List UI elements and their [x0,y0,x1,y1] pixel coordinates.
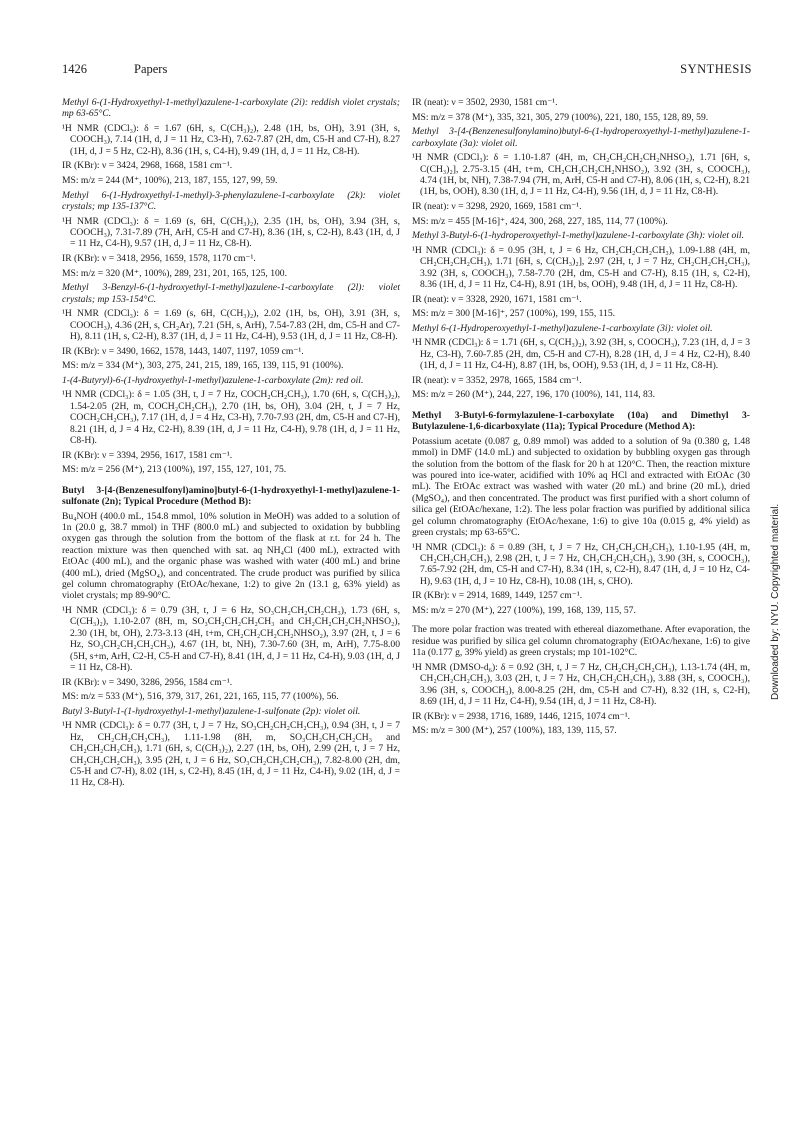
compound-title: Methyl 3-Benzyl-6-(1-hydroxyethyl-1-methyl)azulene-1-carboxylate (2l): violet crystals; mp 153-154°C. [62,282,400,305]
compound-title: Methyl 3-Butyl-6-(1-hydroperoxyethyl-1-methyl)azulene-1-carboxylate (3h): violet oil. [412,230,745,242]
page-number: 1426 [62,62,87,76]
paragraph: ¹H NMR (CDCl₃): δ = 1.05 (3H, t, J = 7 Hz, COCH₂CH₂CH₃), 1.70 (6H, s, C(CH₃)₂), 1.54-2.05 (2H, m, COCH₂CH₂CH₃), 2.70 (1H, bs, OH), 3.04 (2H, t, J = 7 Hz, COCH₂CH₂CH₃), 7.17 (1H, d, J = 4 Hz, C3-H), 7.70-7.93 (2H, dm, C5-H and C7-H), 8.21 (1H, d, J = 4 Hz, C2-H), 8.39 (1H, d, J = 11 Hz, C4-H), 9.78 (1H, d, J = 11 Hz, C8-H). [62,389,400,446]
paragraph: IR (KBr): ν = 3424, 2968, 1668, 1581 cm⁻¹. [62,160,233,172]
paragraph: ¹H NMR (CDCl₃): δ = 1.10-1.87 (4H, m, CH₂CH₂CH₂CH₂NHSO₂), 1.71 [6H, s, C(CH₃)₂], 2.75-3.15 (4H, t+m, CH₂CH₂CH₂CH₂NHSO₂), 3.92 (3H, s, COOCH₃), 4.74 (1H, bt, NH), 7.38-7.94 (7H, m, ArH, C5-H and C7-H), 8.06 (1H, s, C2-H), 8.21 (1H, bs, OOH), 8.30 (1H, d, J = 11 Hz, C4-H), 9.56 (1H, d, J = 11 Hz, C8-H). [412,152,750,198]
paragraph: MS: m/z = 270 (M⁺), 227 (100%), 199, 168, 139, 115, 57. [412,605,636,617]
page-header [62,62,752,82]
paragraph: IR (neat): ν = 3502, 2930, 1581 cm⁻¹. [412,97,558,108]
paragraph: MS: m/z = 533 (M⁺), 516, 379, 317, 261, 221, 165, 115, 77 (100%), 56. [62,691,339,703]
procedure-heading: Methyl 3-Butyl-6-formylazulene-1-carboxylate (10a) and Dimethyl 3-Butylazulene-1,6-dicarboxylate (11a); Typical Procedure (Method A): [412,409,750,433]
paragraph: ¹H NMR (CDCl₃): δ = 0.95 (3H, t, J = 6 Hz, CH₂CH₂CH₂CH₃), 1.09-1.88 (4H, m, CH₂CH₂CH₂CH₃), 1.71 [6H, s, C(CH₃)₂], 2.97 (2H, t, J = 7 Hz, CH₂CH₂CH₂CH₃), 3.92 (3H, s, COOCH₃), 7.58-7.70 (2H, dm, C5-H and C7-H), 8.15 (1H, s, C2-H), 8.36 (1H, d, J = 11 Hz, C4-H), 8.91 (1H, bs, OOH), 9.48 (1H, d, J = 11 Hz, C8-H). [412,244,750,290]
paragraph: ¹H NMR (CDCl₃): δ = 0.77 (3H, t, J = 7 Hz, SO₃CH₂CH₂CH₂CH₃), 0.94 (3H, t, J = 7 Hz, CH₂CH₂CH₂CH₃), 1.11-1.98 (8H, m, SO₃CH₂CH₂CH₂CH₃ and CH₂CH₂CH₂CH₃), 1.71 (6H, s, C(CH₃)₂), 2.27 (1H, bs, OH), 2.99 (2H, t, J = 7 Hz, CH₂CH₂CH₂CH₃), 3.95 (2H, t, J = 6 Hz, SO₃CH₂CH₂CH₂CH₃), 7.82-8.00 (2H, dm, C5-H and C7-H), 8.02 (1H, s, C2-H), 8.45 (1H, d, J = 11 Hz, C4-H), 9.02 (1H, d, J = 11 Hz, C8-H). [62,720,400,789]
compound-title: 1-(4-Butyryl)-6-(1-hydroxyethyl-1-methyl)azulene-1-carboxylate (2m): red oil. [62,374,364,386]
paragraph: ¹H NMR (CDCl₃): δ = 1.67 (6H, s, C(CH₃)₂), 2.48 (1H, bs, OH), 3.91 (3H, s, COOCH₃), 7.14 (1H, d, J = 11 Hz, C3-H), 7.62-7.87 (2H, dm, C5-H and C7-H), 8.27 (1H, d, J = 5 Hz, C2-H), 8.36 (1H, s, C4-H), 9.49 (1H, d, J = 11 Hz, C8-H). [62,123,400,157]
download-notice: Downloaded by: NYU. Copyrighted material. [770,503,781,700]
section-label: Papers [134,62,168,76]
paragraph: ¹H NMR (CDCl₃): δ = 1.69 (s, 6H, C(CH₃)₂), 2.35 (1H, bs, OH), 3.94 (3H, s, COOCH₃), 7.31-7.89 (7H, ArH, C5-H and C7-H), 8.36 (1H, s, C2-H), 8.43 (1H, d, J = 11 Hz, C4-H), 9.57 (1H, d, J = 11 Hz, C8-H). [62,215,400,250]
paragraph: IR (KBr): ν = 2914, 1689, 1449, 1257 cm⁻¹. [412,590,583,602]
procedure-heading: Butyl 3-[4-(Benzenesulfonyl)amino]butyl-6-(1-hydroxyethyl-1-methyl)azulene-1-sulfonate (2n); Typical Procedure (Method B): [62,484,400,507]
paragraph: MS: m/z = 244 (M⁺, 100%), 213, 187, 155, 127, 99, 59. [62,175,278,186]
compound-title: Methyl 6-(1-Hydroxyethyl-1-methyl)-3-phenylazulene-1-carboxylate (2k): violet crystals; mp 135-137°C. [62,189,400,212]
right-column [412,97,750,740]
paragraph: ¹H NMR (CDCl₃): δ = 1.69 (s, 6H, C(CH₃)₂), 2.02 (1H, bs, OH), 3.91 (3H, s, COOCH₃), 4.36 (2H, s, CH₂Ar), 7.21 (5H, s, ArH), 7.54-7.83 (2H, dm, C5-H and C7-H), 8.11 (1H, s, C2-H), 8.37 (1H, d, J = 11 Hz, C4-H), 9.53 (1H, d, J = 11 Hz, C8-H). [62,308,400,342]
compound-title: Butyl 3-Butyl-1-(1-hydroxyethyl-1-methyl)azulene-1-sulfonate (2p): violet oil. [62,705,361,717]
paragraph: MS: m/z = 378 (M⁺), 335, 321, 305, 279 (100%), 221, 180, 155, 128, 89, 59. [412,111,709,123]
paragraph: IR (KBr): ν = 3418, 2956, 1659, 1578, 1170 cm⁻¹. [62,253,256,264]
compound-title: Methyl 3-[4-(Benzenesulfonylamino)butyl-6-(1-hydroperoxyethyl-1-methyl)azulene-1-carboxylate (3a): violet oil. [412,126,750,149]
paragraph: MS: m/z = 256 (M⁺), 213 (100%), 197, 155, 127, 101, 75. [62,464,287,476]
paragraph: IR (KBr): ν = 3490, 3286, 2956, 1584 cm⁻¹. [62,676,233,688]
paragraph: The more polar fraction was treated with ethereal diazomethane. After evaporation, the residue was purified by silica gel column chromatography (EtOAc/hexane, 1:6) to give 11a (0.177 g, 39% yield) as green crystals; mp 101-102°C. [412,624,750,659]
paragraph: MS: m/z = 300 [M-16]⁺, 257 (100%), 199, 155, 115. [412,308,616,320]
paragraph: IR (neat): ν = 3328, 2920, 1671, 1581 cm⁻¹. [412,293,582,305]
paragraph: IR (neat): ν = 3352, 2978, 1665, 1584 cm⁻¹. [412,374,582,386]
journal-name: SYNTHESIS [680,62,752,76]
paragraph: IR (KBr): ν = 3394, 2956, 1617, 1581 cm⁻¹. [62,449,233,461]
paragraph: ¹H NMR (CDCl₃): δ = 1.71 (6H, s, C(CH₃)₂), 3.92 (3H, s, COOCH₃), 7.23 (1H, d, J = 3 Hz, C3-H), 7.60-7.85 (2H, dm, C5-H and C7-H), 8.28 (1H, d, J = 4 Hz, C2-H), 8.40 (1H, d, J = 11 Hz, C4-H), 8.87 (1H, bs, OOH), 9.53 (1H, d, J = 11 Hz, C8-H). [412,337,750,372]
paragraph: IR (KBr): ν = 2938, 1716, 1689, 1446, 1215, 1074 cm⁻¹. [412,710,631,722]
paragraph: Bu₄NOH (400.0 mL, 154.8 mmol, 10% solution in MeOH) was added to a solution of 1n (20.0 g, 38.7 mmol) in THF (800.0 mL) and subjected to oxidation by bubbling oxygen gas through the solution from the bottom of the flask at r.t. for 24 h. The reaction mixture was then quenched with sat. aq NH₄Cl (400 mL), extracted with EtOAc (400 mL), and the organic phase was washed with water (400 mL) and brine (400 mL), dried (MgSO₄), and concentrated. The crude product was purified by silica gel column chromatography (EtOAc/hexane, 1:2) to give 2n (13.1 g, 63% yield) as violet crystals; mp 89-90°C. [62,510,400,602]
paragraph: ¹H NMR (DMSO-d₆): δ = 0.92 (3H, t, J = 7 Hz, CH₂CH₂CH₂CH₃), 1.13-1.74 (4H, m, CH₂CH₂CH₂CH₃), 3.03 (2H, t, J = 7 Hz, CH₂CH₂CH₂CH₃), 3.88 (3H, s, COOCH₃), 3.96 (3H, s, COOCH₃), 8.00-8.25 (2H, dm, C5-H and C7-H), 8.32 (1H, s, C2-H), 8.69 (1H, d, J = 11 Hz, C4-H), 9.54 (1H, d, J = 11 Hz, C8-H). [412,661,750,708]
paragraph: IR (KBr): ν = 3490, 1662, 1578, 1443, 1407, 1197, 1059 cm⁻¹. [62,345,304,357]
paragraph: MS: m/z = 455 [M-16]⁺, 424, 300, 268, 227, 185, 114, 77 (100%). [412,215,668,227]
paragraph: MS: m/z = 334 (M⁺), 303, 275, 241, 215, 189, 165, 139, 115, 91 (100%). [62,360,344,372]
paragraph: Potassium acetate (0.087 g, 0.89 mmol) was added to a solution of 9a (0.380 g, 1.48 mmol) in DMF (14.0 mL) and subjected to oxidation by bubbling oxygen gas through the solution from the bottom of the flask for 20 h at 120°C. Then, the reaction mixture was poured into ice-water, acidified with 10% aq HCl and extracted with EtOAc (30 mL). The EtOAc extract was washed with water (20 mL) and brine (20 mL), dried (MgSO₄), and then concentrated. The product was first purified with a short column of silica gel (EtOAc/hexane, 1:2). The less polar fraction was purified by additional silica gel column chromatography (EtOAc/hexane, 1:6) to give 10a (0.015 g, 4% yield) as green crystals; mp 63-65°C. [412,435,750,539]
paragraph: MS: m/z = 320 (M⁺, 100%), 289, 231, 201, 165, 125, 100. [62,267,287,279]
left-column [62,97,400,792]
compound-title: Methyl 6-(1-Hydroperoxyethyl-1-methyl)azulene-1-carboxylate (3i): violet oil. [412,322,713,334]
compound-title: Methyl 6-(1-Hydroxyethyl-1-methyl)azulene-1-carboxylate (2i): reddish violet crystals; mp 63-65°C. [62,97,400,120]
paragraph: MS: m/z = 260 (M⁺), 244, 227, 196, 170 (100%), 141, 114, 83. [412,389,656,401]
paragraph: ¹H NMR (CDCl₃): δ = 0.79 (3H, t, J = 6 Hz, SO₃CH₂CH₂CH₂CH₃), 1.73 (6H, s, C(CH₃)₂), 1.10-2.07 (8H, m, SO₃CH₂CH₂CH₂CH₃ and CH₂CH₂CH₂CH₂NHSO₂), 2.30 (1H, bt, OH), 2.73-3.13 (4H, t+m, CH₂CH₂CH₂CH₂NHSO₂), 3.97 (2H, t, J = 6 Hz, SO₃CH₂CH₂CH₂CH₃), 4.67 (1H, bt, NH), 7.30-7.60 (3H, m, ArH), 7.75-8.00 (5H, s+m, ArH, C2-H, C5-H and C7-H), 8.41 (1H, d, J = 11 Hz, C4-H), 9.03 (1H, d, J = 11 Hz, C8-H). [62,605,400,674]
paragraph: ¹H NMR (CDCl₃): δ = 0.89 (3H, t, J = 7 Hz, CH₂CH₂CH₂CH₃), 1.10-1.95 (4H, m, CH₂CH₂CH₂CH₃), 2.98 (2H, t, J = 7 Hz, CH₂CH₂CH₂CH₃), 3.90 (3H, s, COOCH₃), 7.65-7.92 (2H, dm, C5-H and C7-H), 8.34 (1H, s, C2-H), 8.47 (1H, d, J = 10 Hz, C4-H), 9.63 (1H, d, J = 10 Hz, C8-H), 10.08 (1H, s, CHO). [412,541,750,587]
paragraph: IR (neat): ν = 3298, 2920, 1669, 1581 cm⁻¹. [412,201,582,212]
paragraph: MS: m/z = 300 (M⁺), 257 (100%), 183, 139, 115, 57. [412,725,617,737]
